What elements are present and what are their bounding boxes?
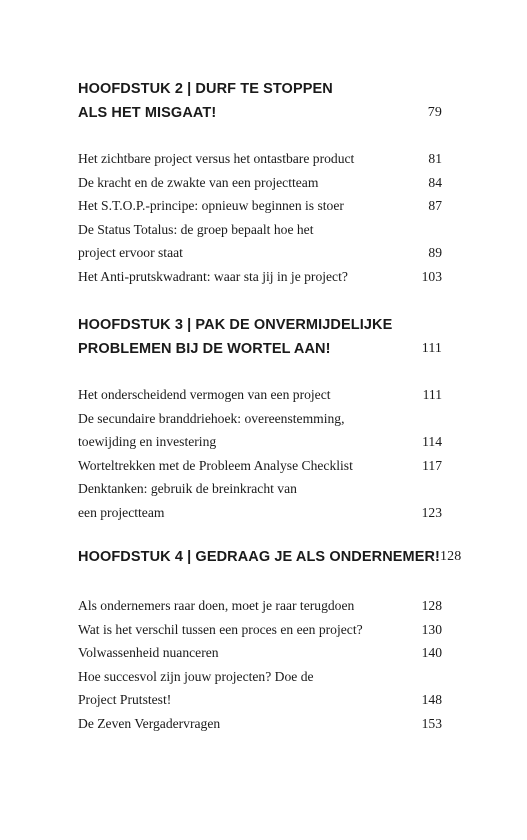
chapter-heading: [78, 313, 442, 361]
entry-page-number: 103: [421, 268, 442, 284]
toc-entry: een projectteam 123: [78, 501, 442, 525]
toc-entry: Het S.T.O.P.-principe: opnieuw beginnen is stoer 87: [78, 194, 442, 218]
toc-entry: Project Prutstest! 148: [78, 688, 442, 712]
chapter-heading: [78, 545, 462, 569]
entry-page-number: 117: [422, 457, 442, 473]
entry-page-number: 128: [421, 598, 442, 613]
chapter-page-number: 128: [440, 549, 462, 564]
chapter-title-line: HOOFDSTUK 4 | GEDRAAG JE ALS ONDERNEMER!: [78, 549, 440, 565]
toc-entry: De Status Totalus: de groep bepaalt hoe het: [78, 221, 314, 237]
entry-page-number: 148: [421, 692, 442, 707]
toc-entry: De Zeven Vergadervragen 153: [78, 712, 442, 736]
chapter-page-number: 111: [421, 341, 442, 356]
entry-page-number: 84: [428, 174, 442, 190]
chapter-page-number: 79: [427, 105, 442, 120]
entry-page-number: 87: [428, 198, 442, 213]
toc-entry: Worteltrekken met de Probleem Analyse Checklist 117: [78, 454, 442, 478]
entry-page-number: 123: [421, 504, 442, 520]
chapter-entries: [78, 594, 442, 735]
toc-entry: De secundaire branddriehoek: overeenstemming,: [78, 410, 345, 426]
chapter-title-line: HOOFDSTUK 3 | PAK DE ONVERMIJDELIJKE: [78, 317, 393, 333]
entry-page-number: 140: [421, 645, 442, 660]
toc-entry: Denktanken: gebruik de breinkracht van: [78, 481, 297, 496]
toc-entry: Hoe succesvol zijn jouw projecten? Doe de: [78, 668, 314, 684]
chapter-heading: [78, 77, 442, 125]
toc-entry: De kracht en de zwakte van een projectteam 84: [78, 171, 442, 195]
toc-entry: Het zichtbare project versus het ontastbare product 81: [78, 147, 442, 171]
chapter-title-line: ALS HET MISGAAT!: [78, 105, 217, 121]
entry-page-number: 114: [422, 434, 442, 449]
toc-entry: Wat is het verschil tussen een proces en een project? 130: [78, 618, 442, 642]
entry-page-number: 89: [428, 245, 442, 260]
toc-entry: Het Anti-prutskwadrant: waar sta jij in je project? 103: [78, 265, 442, 289]
entry-page-number: 130: [421, 621, 442, 637]
chapter-title-line: HOOFDSTUK 2 | DURF TE STOPPEN: [78, 81, 333, 97]
toc-entry: project ervoor staat 89: [78, 241, 442, 265]
chapter-entries: [78, 147, 442, 288]
toc-entry: Volwassenheid nuanceren 140: [78, 641, 442, 665]
toc-entry: toewijding en investering 114: [78, 430, 442, 454]
entry-page-number: 81: [428, 151, 442, 166]
chapter-entries: [78, 383, 442, 524]
toc-entry: Als ondernemers raar doen, moet je raar terugdoen 128: [78, 594, 442, 618]
entry-page-number: 153: [421, 715, 442, 731]
entry-page-number: 111: [422, 387, 442, 402]
chapter-title-line: PROBLEMEN BIJ DE WORTEL AAN!: [78, 341, 331, 357]
toc-entry: Het onderscheidend vermogen van een project 111: [78, 383, 442, 407]
